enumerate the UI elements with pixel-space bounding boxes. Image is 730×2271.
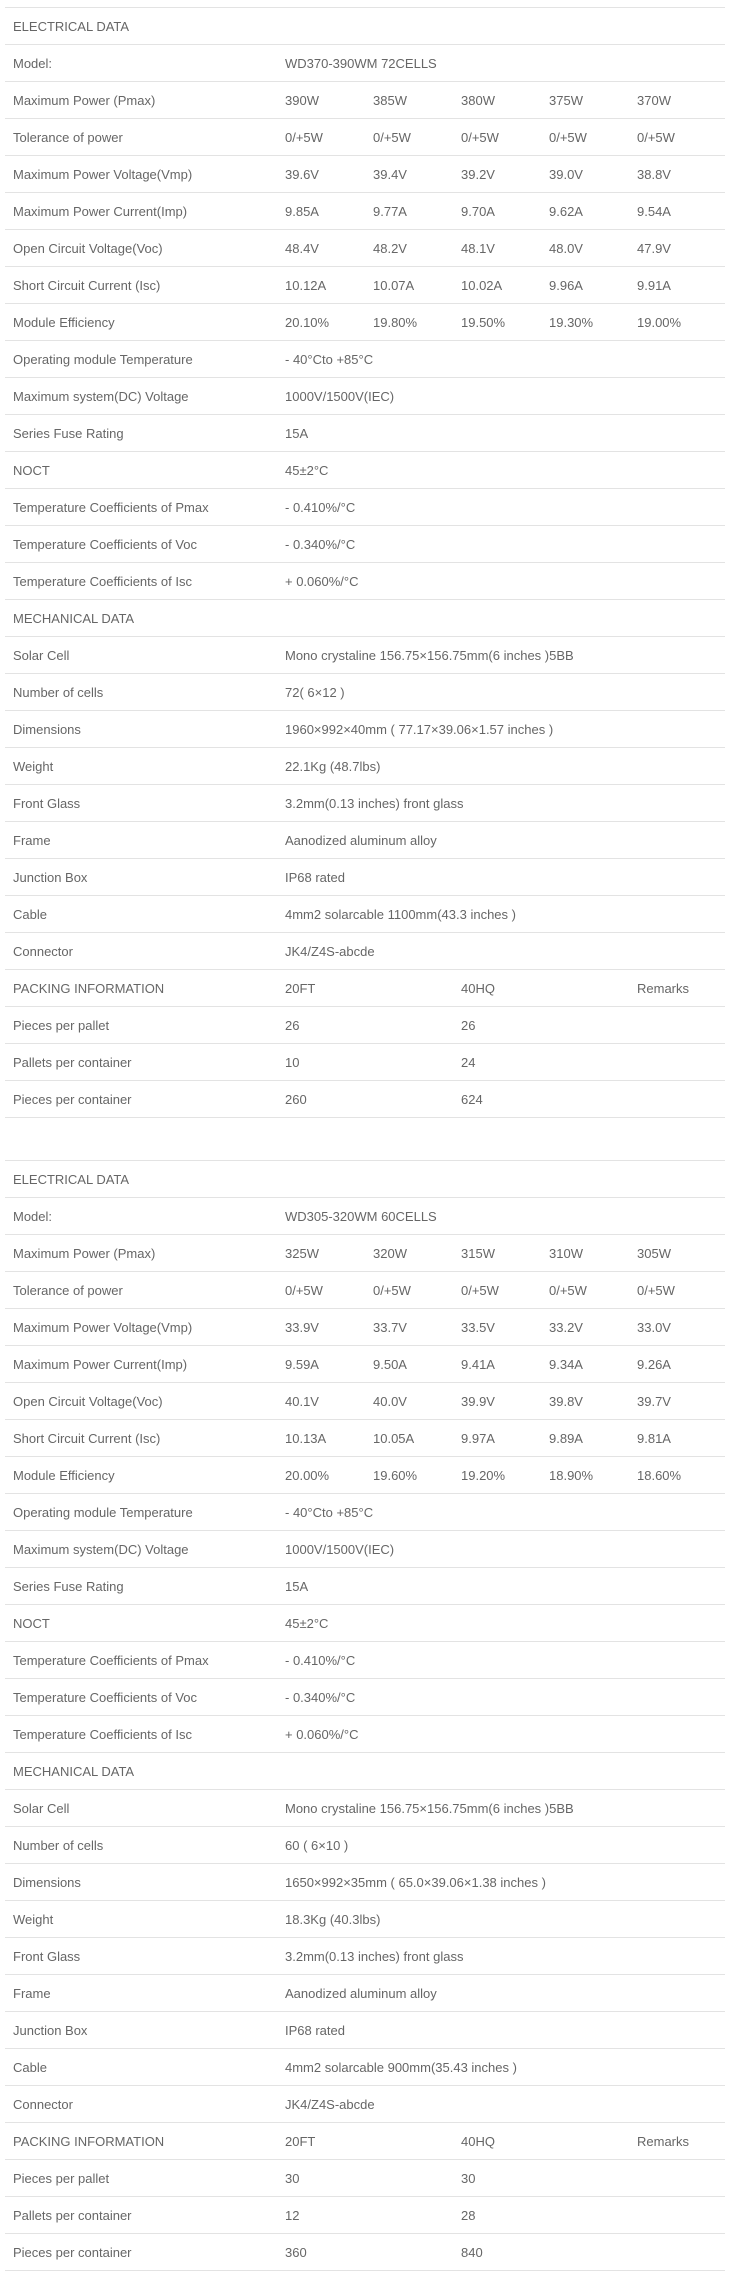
power-spec-row [5, 1420, 725, 1457]
value-cell: 18.90% [541, 1457, 629, 1494]
value-cell: 1650×992×35mm ( 65.0×39.06×1.38 inches ) [277, 1864, 725, 1901]
mechanical-row [5, 637, 725, 674]
model-row [5, 45, 725, 82]
row-label: Maximum Power (Pmax) [5, 82, 277, 119]
value-cell: 33.0V [629, 1309, 725, 1346]
value-cell-20ft: 12 [277, 2197, 453, 2234]
value-cell: 45±2°C [277, 1605, 725, 1642]
value-cell: 0/+5W [453, 119, 541, 156]
value-cell: 0/+5W [629, 1272, 725, 1309]
mechanical-row [5, 748, 725, 785]
mechanical-row [5, 2086, 725, 2123]
packing-row [5, 1007, 725, 1044]
packing-row [5, 2160, 725, 2197]
value-cell: 72( 6×12 ) [277, 674, 725, 711]
value-cell: 4mm2 solarcable 900mm(35.43 inches ) [277, 2049, 725, 2086]
packing-row [5, 2197, 725, 2234]
power-spec-row [5, 267, 725, 304]
value-cell-remarks [629, 1044, 725, 1081]
spec-row [5, 1716, 725, 1753]
power-spec-row [5, 1235, 725, 1272]
value-cell: Mono crystaline 156.75×156.75mm(6 inches )5BB [277, 637, 725, 674]
spec-table-72cells [5, 7, 725, 1118]
value-cell: IP68 rated [277, 2012, 725, 2049]
value-cell: 10.07A [365, 267, 453, 304]
value-cell: 19.30% [541, 304, 629, 341]
row-label: Pieces per pallet [5, 2160, 277, 2197]
model-value: WD370-390WM 72CELLS [277, 45, 725, 82]
mechanical-row [5, 1901, 725, 1938]
row-label: Pieces per container [5, 2234, 277, 2271]
row-label: Module Efficiency [5, 1457, 277, 1494]
value-cell: 9.59A [277, 1346, 365, 1383]
value-cell: 39.4V [365, 156, 453, 193]
value-cell: JK4/Z4S-abcde [277, 933, 725, 970]
value-cell: 45±2°C [277, 452, 725, 489]
value-cell: 40.0V [365, 1383, 453, 1420]
value-cell-remarks [629, 1007, 725, 1044]
value-cell: 39.8V [541, 1383, 629, 1420]
value-cell: - 40°Cto +85°C [277, 1494, 725, 1531]
value-cell: Aanodized aluminum alloy [277, 1975, 725, 2012]
row-label: Frame [5, 822, 277, 859]
row-label: Junction Box [5, 859, 277, 896]
value-cell-20ft: 10 [277, 1044, 453, 1081]
value-cell-remarks [629, 2197, 725, 2234]
value-cell: 40.1V [277, 1383, 365, 1420]
packing-row [5, 1044, 725, 1081]
power-spec-row [5, 119, 725, 156]
mechanical-row [5, 711, 725, 748]
value-cell-40hq: 30 [453, 2160, 629, 2197]
mechanical-row [5, 2012, 725, 2049]
value-cell: + 0.060%/°C [277, 1716, 725, 1753]
value-cell: 39.9V [453, 1383, 541, 1420]
value-cell: 10.02A [453, 267, 541, 304]
row-label: Frame [5, 1975, 277, 2012]
power-spec-row [5, 1457, 725, 1494]
value-cell: 15A [277, 415, 725, 452]
column-header-20ft: 20FT [277, 970, 453, 1007]
value-cell: 19.50% [453, 304, 541, 341]
section-header: PACKING INFORMATION [5, 2123, 277, 2160]
value-cell-remarks [629, 1081, 725, 1118]
value-cell: 47.9V [629, 230, 725, 267]
value-cell: 9.62A [541, 193, 629, 230]
row-label: Maximum Power Current(Imp) [5, 1346, 277, 1383]
value-cell: 9.77A [365, 193, 453, 230]
spec-table-60cells [5, 1160, 725, 2271]
value-cell: 9.34A [541, 1346, 629, 1383]
value-cell: 305W [629, 1235, 725, 1272]
row-label: Module Efficiency [5, 304, 277, 341]
value-cell: 39.7V [629, 1383, 725, 1420]
value-cell: 9.26A [629, 1346, 725, 1383]
value-cell: 33.5V [453, 1309, 541, 1346]
value-cell-40hq: 24 [453, 1044, 629, 1081]
value-cell: 1960×992×40mm ( 77.17×39.06×1.57 inches ) [277, 711, 725, 748]
value-cell-20ft: 360 [277, 2234, 453, 2271]
row-label: Pieces per pallet [5, 1007, 277, 1044]
row-label: NOCT [5, 452, 277, 489]
value-cell: JK4/Z4S-abcde [277, 2086, 725, 2123]
value-cell-40hq: 28 [453, 2197, 629, 2234]
mechanical-row [5, 859, 725, 896]
row-label: Temperature Coefficients of Voc [5, 526, 277, 563]
row-label: Temperature Coefficients of Pmax [5, 489, 277, 526]
row-label: Maximum Power Voltage(Vmp) [5, 1309, 277, 1346]
row-label: Pallets per container [5, 2197, 277, 2234]
value-cell: 9.54A [629, 193, 725, 230]
value-cell: 15A [277, 1568, 725, 1605]
row-label: Dimensions [5, 1864, 277, 1901]
value-cell: 0/+5W [277, 119, 365, 156]
value-cell: 19.20% [453, 1457, 541, 1494]
row-label: Number of cells [5, 1827, 277, 1864]
row-label: Maximum Power (Pmax) [5, 1235, 277, 1272]
row-label: Open Circuit Voltage(Voc) [5, 230, 277, 267]
value-cell: 1000V/1500V(IEC) [277, 1531, 725, 1568]
power-spec-row [5, 156, 725, 193]
value-cell: 20.00% [277, 1457, 365, 1494]
spec-row [5, 452, 725, 489]
row-label: Front Glass [5, 1938, 277, 1975]
value-cell: 18.60% [629, 1457, 725, 1494]
value-cell: 0/+5W [277, 1272, 365, 1309]
value-cell: 0/+5W [629, 119, 725, 156]
value-cell: 370W [629, 82, 725, 119]
value-cell: 390W [277, 82, 365, 119]
row-label: Temperature Coefficients of Isc [5, 1716, 277, 1753]
mechanical-row [5, 1827, 725, 1864]
value-cell: 60 ( 6×10 ) [277, 1827, 725, 1864]
spec-row [5, 415, 725, 452]
row-label: Weight [5, 748, 277, 785]
value-cell: 9.85A [277, 193, 365, 230]
value-cell: 3.2mm(0.13 inches) front glass [277, 1938, 725, 1975]
spec-row [5, 1531, 725, 1568]
value-cell: 9.41A [453, 1346, 541, 1383]
spec-row [5, 341, 725, 378]
power-spec-row [5, 1272, 725, 1309]
value-cell: 9.70A [453, 193, 541, 230]
value-cell: 9.89A [541, 1420, 629, 1457]
model-row [5, 1198, 725, 1235]
value-cell-40hq: 26 [453, 1007, 629, 1044]
value-cell: 0/+5W [453, 1272, 541, 1309]
power-spec-row [5, 230, 725, 267]
spec-row [5, 1568, 725, 1605]
row-label: Pieces per container [5, 1081, 277, 1118]
row-label: NOCT [5, 1605, 277, 1642]
section-header: ELECTRICAL DATA [5, 1161, 725, 1198]
spec-row [5, 489, 725, 526]
spec-row [5, 1494, 725, 1531]
value-cell: 0/+5W [541, 119, 629, 156]
value-cell: 3.2mm(0.13 inches) front glass [277, 785, 725, 822]
value-cell: 10.13A [277, 1420, 365, 1457]
value-cell: 39.6V [277, 156, 365, 193]
mechanical-row [5, 933, 725, 970]
value-cell: 375W [541, 82, 629, 119]
value-cell-40hq: 624 [453, 1081, 629, 1118]
row-label: Dimensions [5, 711, 277, 748]
mechanical-row [5, 896, 725, 933]
electrical-data-header-row [5, 8, 725, 45]
value-cell: - 0.340%/°C [277, 526, 725, 563]
row-label: Junction Box [5, 2012, 277, 2049]
value-cell: 315W [453, 1235, 541, 1272]
value-cell-40hq: 840 [453, 2234, 629, 2271]
packing-header-row [5, 970, 725, 1007]
value-cell: 9.81A [629, 1420, 725, 1457]
value-cell: 39.2V [453, 156, 541, 193]
value-cell: 48.4V [277, 230, 365, 267]
value-cell-20ft: 260 [277, 1081, 453, 1118]
row-label: Short Circuit Current (Isc) [5, 267, 277, 304]
value-cell: Mono crystaline 156.75×156.75mm(6 inches )5BB [277, 1790, 725, 1827]
row-label: Model: [5, 1198, 277, 1235]
value-cell: 310W [541, 1235, 629, 1272]
value-cell: 10.05A [365, 1420, 453, 1457]
mechanical-data-header-row [5, 1753, 725, 1790]
model-value: WD305-320WM 60CELLS [277, 1198, 725, 1235]
column-header-40hq: 40HQ [453, 2123, 629, 2160]
spec-row [5, 1642, 725, 1679]
row-label: Cable [5, 896, 277, 933]
value-cell: 9.91A [629, 267, 725, 304]
row-label: Connector [5, 2086, 277, 2123]
power-spec-row [5, 193, 725, 230]
spec-row [5, 1605, 725, 1642]
row-label: Solar Cell [5, 637, 277, 674]
row-label: Maximum Power Current(Imp) [5, 193, 277, 230]
value-cell-remarks [629, 2234, 725, 2271]
mechanical-row [5, 1864, 725, 1901]
value-cell: 0/+5W [365, 1272, 453, 1309]
spec-row [5, 526, 725, 563]
column-header-20ft: 20FT [277, 2123, 453, 2160]
value-cell: 325W [277, 1235, 365, 1272]
row-label: Model: [5, 45, 277, 82]
value-cell-remarks [629, 2160, 725, 2197]
value-cell: 33.9V [277, 1309, 365, 1346]
value-cell: 48.1V [453, 230, 541, 267]
mechanical-row [5, 1975, 725, 2012]
value-cell: 0/+5W [541, 1272, 629, 1309]
value-cell: 0/+5W [365, 119, 453, 156]
row-label: Pallets per container [5, 1044, 277, 1081]
spec-table-body [5, 1161, 725, 2271]
value-cell: - 0.340%/°C [277, 1679, 725, 1716]
column-header-remarks: Remarks [629, 2123, 725, 2160]
value-cell: 9.96A [541, 267, 629, 304]
value-cell: + 0.060%/°C [277, 563, 725, 600]
value-cell: 19.00% [629, 304, 725, 341]
mechanical-row [5, 2049, 725, 2086]
value-cell: 48.2V [365, 230, 453, 267]
power-spec-row [5, 1383, 725, 1420]
row-label: Maximum system(DC) Voltage [5, 378, 277, 415]
mechanical-row [5, 785, 725, 822]
value-cell: 22.1Kg (48.7lbs) [277, 748, 725, 785]
row-label: Maximum system(DC) Voltage [5, 1531, 277, 1568]
row-label: Cable [5, 2049, 277, 2086]
mechanical-data-header-row [5, 600, 725, 637]
value-cell: 1000V/1500V(IEC) [277, 378, 725, 415]
value-cell: 9.97A [453, 1420, 541, 1457]
value-cell: - 0.410%/°C [277, 489, 725, 526]
packing-row [5, 1081, 725, 1118]
row-label: Short Circuit Current (Isc) [5, 1420, 277, 1457]
value-cell: 20.10% [277, 304, 365, 341]
row-label: Number of cells [5, 674, 277, 711]
value-cell: 4mm2 solarcable 1100mm(43.3 inches ) [277, 896, 725, 933]
value-cell: 320W [365, 1235, 453, 1272]
mechanical-row [5, 1938, 725, 1975]
spec-table-body [5, 8, 725, 1118]
spec-row [5, 563, 725, 600]
value-cell: 385W [365, 82, 453, 119]
value-cell: - 40°Cto +85°C [277, 341, 725, 378]
value-cell: 19.80% [365, 304, 453, 341]
section-header: MECHANICAL DATA [5, 1753, 725, 1790]
electrical-data-header-row [5, 1161, 725, 1198]
row-label: Temperature Coefficients of Isc [5, 563, 277, 600]
value-cell: 33.2V [541, 1309, 629, 1346]
value-cell: 39.0V [541, 156, 629, 193]
mechanical-row [5, 674, 725, 711]
row-label: Operating module Temperature [5, 1494, 277, 1531]
row-label: Maximum Power Voltage(Vmp) [5, 156, 277, 193]
value-cell: 18.3Kg (40.3lbs) [277, 1901, 725, 1938]
spec-row [5, 1679, 725, 1716]
packing-header-row [5, 2123, 725, 2160]
power-spec-row [5, 1346, 725, 1383]
value-cell: IP68 rated [277, 859, 725, 896]
packing-row [5, 2234, 725, 2271]
value-cell-20ft: 30 [277, 2160, 453, 2197]
value-cell: 19.60% [365, 1457, 453, 1494]
mechanical-row [5, 822, 725, 859]
row-label: Series Fuse Rating [5, 415, 277, 452]
row-label: Operating module Temperature [5, 341, 277, 378]
value-cell: - 0.410%/°C [277, 1642, 725, 1679]
column-header-remarks: Remarks [629, 970, 725, 1007]
row-label: Temperature Coefficients of Pmax [5, 1642, 277, 1679]
value-cell: 10.12A [277, 267, 365, 304]
spec-row [5, 378, 725, 415]
row-label: Weight [5, 1901, 277, 1938]
section-header: ELECTRICAL DATA [5, 8, 725, 45]
row-label: Tolerance of power [5, 1272, 277, 1309]
power-spec-row [5, 304, 725, 341]
row-label: Temperature Coefficients of Voc [5, 1679, 277, 1716]
row-label: Connector [5, 933, 277, 970]
section-header: PACKING INFORMATION [5, 970, 277, 1007]
row-label: Front Glass [5, 785, 277, 822]
value-cell: Aanodized aluminum alloy [277, 822, 725, 859]
value-cell: 38.8V [629, 156, 725, 193]
value-cell-20ft: 26 [277, 1007, 453, 1044]
value-cell: 9.50A [365, 1346, 453, 1383]
row-label: Tolerance of power [5, 119, 277, 156]
row-label: Open Circuit Voltage(Voc) [5, 1383, 277, 1420]
power-spec-row [5, 1309, 725, 1346]
column-header-40hq: 40HQ [453, 970, 629, 1007]
power-spec-row [5, 82, 725, 119]
value-cell: 48.0V [541, 230, 629, 267]
row-label: Series Fuse Rating [5, 1568, 277, 1605]
value-cell: 380W [453, 82, 541, 119]
value-cell: 33.7V [365, 1309, 453, 1346]
mechanical-row [5, 1790, 725, 1827]
row-label: Solar Cell [5, 1790, 277, 1827]
section-header: MECHANICAL DATA [5, 600, 725, 637]
